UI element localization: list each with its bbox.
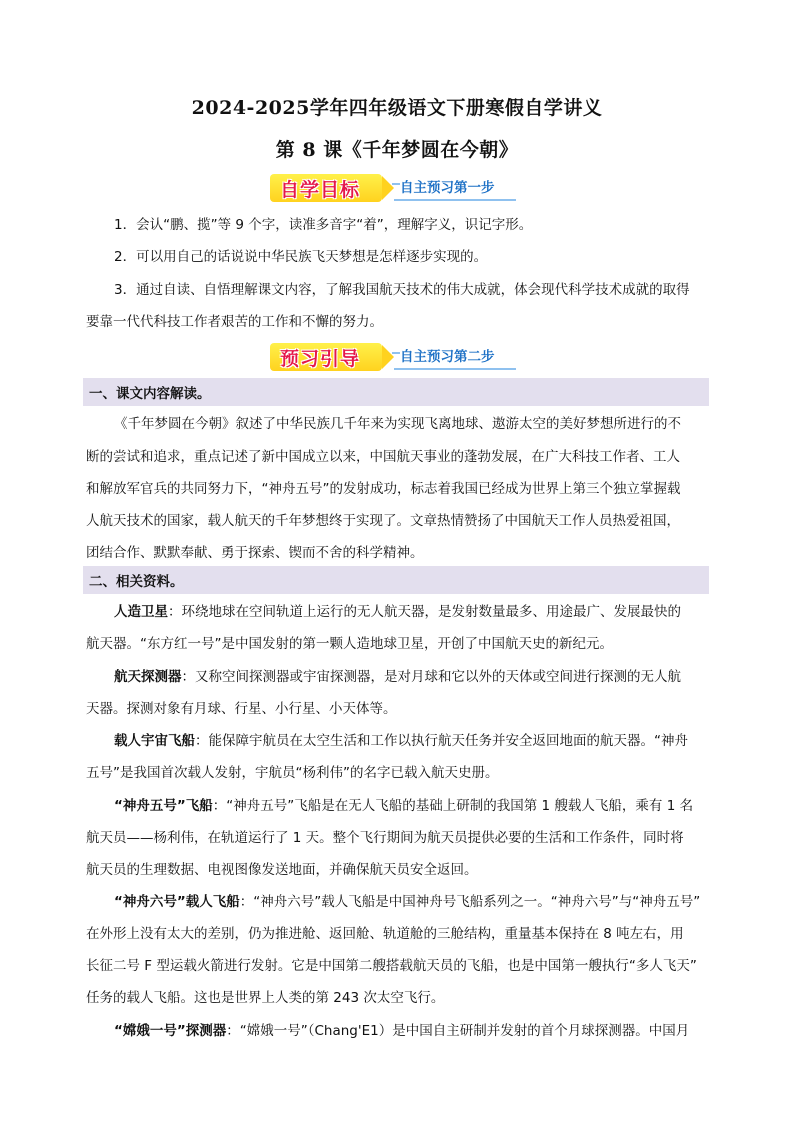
entry-text: ：“嫦娥一号”（Chang'E1）是中国自主研制并发射的首个月球探测器。中国月 (226, 1023, 690, 1039)
entry-term: “嫦娥一号”探测器 (114, 1023, 227, 1039)
goal-item-3-cont: 要靠一代代科技工作者艰苦的工作和不懈的努力。 (86, 314, 383, 330)
badge-shape (270, 343, 382, 371)
para-line: 断的尝试和追求，重点记述了新中国成立以来，中国航天事业的蓬勃发展，在广大科技工作者、工人 (86, 449, 680, 465)
section-heading: 二、相关资料。 (89, 574, 184, 590)
lesson-title: 第 8 课《千年梦圆在今朝》 (275, 139, 519, 161)
section-heading-band (83, 566, 709, 594)
entry-line: 航天器。“东方红一号”是中国发射的第一颗人造地球卫星，开创了中国航天史的新纪元。 (86, 636, 613, 652)
badge-tag: 自主预习第二步 (394, 346, 516, 370)
entry-change1 (114, 1021, 689, 1041)
entry-text: ：又称空间探测器或宇宙探测器，是对月球和它以外的天体或空间进行探测的无人航 (181, 669, 681, 685)
section-heading-band (83, 378, 709, 406)
entry-text: ：“神舟六号”载人飞船是中国神舟号飞船系列之一。“神舟六号”与“神舟五号” (239, 894, 701, 910)
para-line: 团结合作、默默奉献、勇于探索、锲而不舍的科学精神。 (86, 545, 424, 561)
entry-text: ：能保障宇航员在太空生活和工作以执行航天任务并安全返回地面的航天器。“神舟 (195, 733, 688, 749)
badge-label: 预习引导 (280, 348, 361, 370)
para-line: 人航天技术的国家，载人航天的千年梦想终于实现了。文章热情赞扬了中国航天工作人员热爱祖国， (86, 513, 680, 529)
entry-shenzhou6 (114, 892, 700, 912)
entry-term: “神舟六号”载人飞船 (114, 894, 240, 910)
entry-line: 长征二号 F 型运载火箭进行发射。它是中国第二艘搭载航天员的飞船，也是中国第一艘执行“多人飞天” (86, 958, 697, 974)
goal-item-3: 3．通过自读、自悟理解课文内容，了解我国航天技术的伟大成就，体会现代科学技术成就的取得 (114, 282, 690, 298)
entry-line: 在外形上没有太大的差别，仍为推进舱、返回舱、轨道舱的三舱结构，重量基本保持在 8 吨左右，用 (86, 926, 684, 942)
goal-item-2: 2．可以用自己的话说说中华民族飞天梦想是怎样逐步实现的。 (114, 249, 488, 265)
entry-shenzhou5 (114, 796, 693, 816)
entry-spaceship (114, 731, 688, 751)
goal-item-1: 1．会认“鹏、揽”等 9 个字，读准多音字“着”，理解字义，识记字形。 (114, 217, 533, 233)
para-line: 和解放军官兵的共同努力下，“神舟五号”的发射成功，标志着我国已经成为世界上第三个独立掌握载 (86, 481, 681, 497)
entry-satellite (114, 602, 681, 622)
badge-tag: 自主预习第一步 (394, 177, 516, 201)
entry-line: 任务的载人飞船。这也是世界上人类的第 243 次太空飞行。 (86, 990, 445, 1006)
badge-label: 自学目标 (280, 179, 361, 201)
entry-line: 航天员——杨利伟，在轨道运行了 1 天。整个飞行期间为航天员提供必要的生活和工作条件，同时将 (86, 830, 684, 846)
entry-term: “神舟五号”飞船 (114, 798, 213, 814)
section-heading: 一、课文内容解读。 (89, 386, 211, 402)
document-title: 2024-2025学年四年级语文下册寒假自学讲义 (191, 97, 603, 119)
entry-term: 载人宇宙飞船 (114, 733, 195, 749)
badge-shape (270, 174, 382, 202)
entry-line: 天器。探测对象有月球、行星、小行星、小天体等。 (86, 701, 397, 717)
entry-term: 航天探测器 (114, 669, 182, 685)
entry-line: 航天员的生理数据、电视图像发送地面，并确保航天员安全返回。 (86, 862, 478, 878)
para-line: 《千年梦圆在今朝》叙述了中华民族几千年来为实现飞离地球、遨游太空的美好梦想所进行的不 (114, 416, 681, 432)
entry-text: ：“神舟五号”飞船是在无人飞船的基础上研制的我国第 1 艘载人飞船，乘有 1 名 (212, 798, 694, 814)
entry-probe (114, 667, 681, 687)
entry-term: 人造卫星 (114, 604, 168, 620)
entry-text: ：环绕地球在空间轨道上运行的无人航天器，是发射数量最多、用途最广、发展最快的 (168, 604, 681, 620)
entry-line: 五号”是我国首次载人发射，宇航员“杨利伟”的名字已载入航天史册。 (86, 765, 499, 781)
